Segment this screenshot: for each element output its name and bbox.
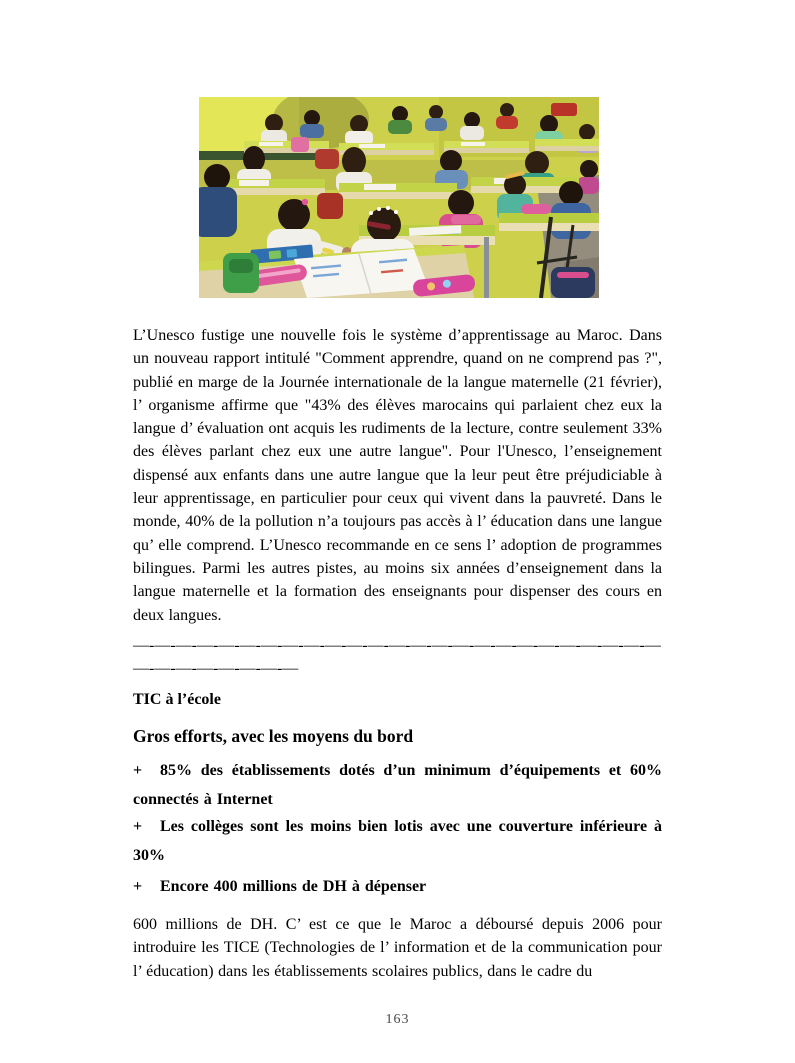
divider-line-1: —-—-—-—-—-—-—-—-—-—-—-—-—-—-—-—-—-—-—-—-—-—-—-—-— (133, 637, 661, 654)
page-number: 163 (385, 1012, 410, 1027)
divider-line-2: —-—-—-—-—-—-—-— (133, 660, 299, 678)
bullet-item (133, 873, 662, 902)
plus-marker: + (133, 762, 143, 779)
section-subtitle: Gros efforts, avec les moyens du bord (133, 726, 414, 746)
classroom-illustration (199, 97, 599, 298)
bullet-text: 85% des établissements dotés d’un minimum d’équipements et 60% connectés à Internet (133, 762, 662, 808)
dashed-divider (133, 634, 662, 681)
plus-marker: + (133, 878, 143, 895)
paragraph-tice: 600 millions de DH. C’ est ce que le Maroc a déboursé depuis 2006 pour introduire les TICE (Technologies de l’ information et de la communication pour l’ éducation) dans les établissements scolaires publics, dans le cadre du (133, 916, 662, 980)
bullet-item (133, 813, 662, 870)
bullet-text: Encore 400 millions de DH à dépenser (160, 878, 427, 895)
bullet-item (133, 757, 662, 814)
section-title: TIC à l’école (133, 691, 221, 708)
bullet-text: Les collèges sont les moins bien lotis avec une couverture inférieure à 30% (133, 818, 662, 864)
paragraph-unesco: L’Unesco fustige une nouvelle fois le système d’apprentissage au Maroc. Dans un nouveau rapport intitulé "Comment apprendre, quand on ne comprend pas ?", publié en marge de la Journée internationale de la langue maternelle (21 février), l’ organisme affirme que "43% des élèves marocains qui parlaient chez eux la langue d’ évaluation ont acquis les rudiments de la lecture, contre seulement 33% des élèves parlant chez eux une autre langue". Pour l'Unesco, l’enseignement dispensé aux enfants dans une autre langue que la leur peut être préjudiciable à leur apprentissage, en particulier pour ceux qui vivent dans la pauvreté. Dans le monde, 40% de la pollution n’a toujours pas accès à l’ éducation dans une langue qu’ elle comprend. L’Unesco recommande en ce sens l’ adoption de programmes bilingues. Parmi les autres pistes, au moins six années d’enseignement dans la langue maternelle et la formation des enseignants pour dispenser des cours en deux langues. (133, 327, 662, 624)
classroom-photo (199, 97, 599, 298)
plus-marker: + (133, 818, 143, 835)
